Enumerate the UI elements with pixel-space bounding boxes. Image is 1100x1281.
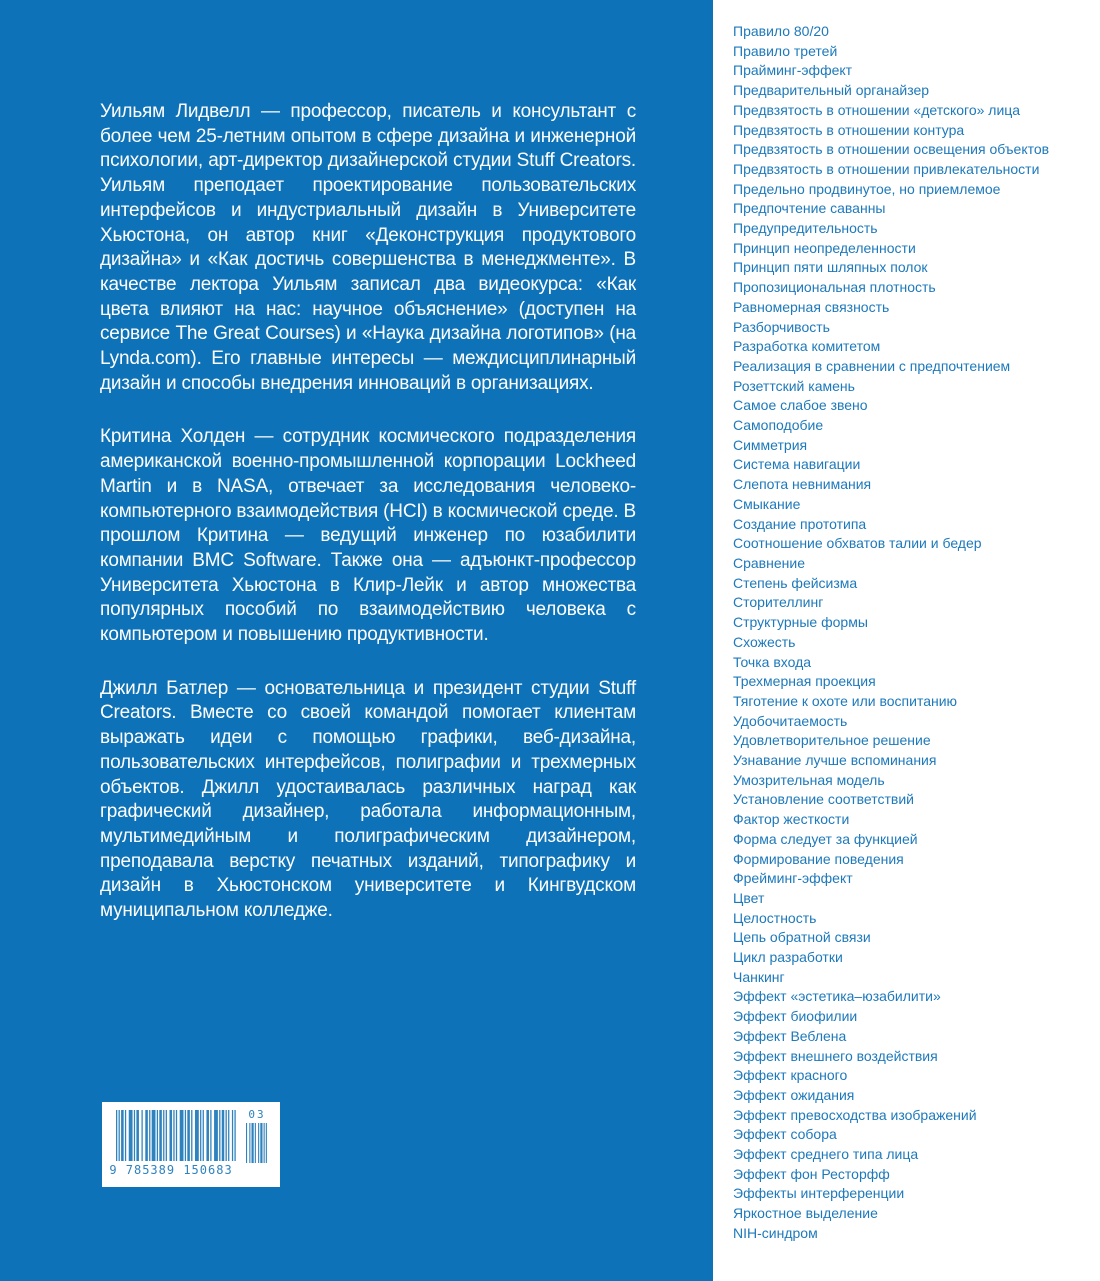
index-term: Структурные формы	[733, 614, 868, 631]
author-bios	[100, 100, 636, 953]
index-term: Точка входа	[733, 653, 812, 670]
bio-paragraph: Уильям Лидвелл — профессор, писатель и консультант с более чем 25-летним опытом в сфере дизайна и инженерной психологии, арт-директор дизайнерской студии Stuff Creators. Уильям преподает проектирование пользовательских интерфейсов и индустриальный дизайн в Университете Хьюстона, он автор книг «Деконструкция продуктового дизайна» и «Как достичь совершенства в менеджменте». В качестве лектора Уильям записал два видеокурса: «Как цвета влияют на нас: научное объяснение» (доступен на сервисе The Great Courses) и «Наука дизайна логотипов» (на Lynda.com). Его главные интересы — междисциплинарный дизайн и способы внедрения инноваций в организациях.	[100, 101, 636, 394]
index-term: Эффект среднего типа лица	[733, 1146, 919, 1163]
index-term: Эффект биофилии	[733, 1008, 858, 1025]
index-term: Тяготение к охоте или воспитанию	[733, 692, 958, 709]
index-term-list	[713, 0, 1100, 1244]
index-term: Эффект ожидания	[733, 1086, 855, 1103]
bio-paragraph: Критина Холден — сотрудник космического подразделения американской военно-промышленной корпорации Lockheed Martin и в NASA, отвечает за исследования человеко-компьютерного взаимодействия (HCI) в космической среде. В прошлом Критина — ведущий инженер по юзабилити компании BMC Software. Также она — адъюнкт-профессор Университета Хьюстона в Клир-Лейк и автор множества популярных пособий по взаимодействию человека с компьютером и повышению продуктивности.	[100, 426, 636, 646]
index-term: Предупредительность	[733, 220, 878, 237]
index-term: Эффекты интерференции	[733, 1185, 905, 1202]
index-term: Трехмерная проекция	[733, 673, 876, 690]
index-term: Предельно продвинутое, но приемлемое	[733, 180, 1001, 197]
index-term: Эффект красного	[733, 1067, 848, 1084]
index-term: Разборчивость	[733, 318, 830, 335]
index-term: Равномерная связность	[733, 298, 890, 315]
bio-paragraph: Джилл Батлер — основательница и президент студии Stuff Creators. Вместе со своей командой помогает клиентам выражать идеи с помощью графики, веб-дизайна, пользовательских интерфейсов, полиграфии и трехмерных объектов. Джилл удостаивалась различных наград как графический дизайнер, работала информационным, мультимедийным и полиграфическим дизайнером, преподавала верстку печатных изданий, типографику и дизайн в Хьюстонском университете и Кингвудском муниципальном колледже.	[100, 677, 636, 922]
index-term: Эффект фон Ресторфф	[733, 1165, 890, 1182]
ean13-barcode-image	[116, 1110, 237, 1161]
index-term: Создание прототипа	[733, 515, 867, 532]
index-term: Сравнение	[733, 554, 805, 571]
index-term: Узнавание лучше вспоминания	[733, 752, 937, 769]
index-term: Принцип пяти шляпных полок	[733, 259, 928, 276]
index-term: Удобочитаемость	[733, 712, 848, 729]
index-term: Цвет	[733, 889, 765, 906]
index-term: Принцип неопределенности	[733, 239, 916, 256]
index-term: Предварительный органайзер	[733, 82, 930, 99]
index-term: Эффект внешнего воздействия	[733, 1047, 938, 1064]
index-term: Эффект собора	[733, 1126, 837, 1143]
barcode	[102, 1102, 280, 1187]
index-term: NIH-синдром	[733, 1224, 818, 1241]
index-term: Целостность	[733, 909, 817, 926]
index-term: Симметрия	[733, 436, 808, 453]
index-term: Форма следует за функцией	[733, 830, 918, 847]
index-term: Чанкинг	[733, 968, 785, 985]
index-term: Умозрительная модель	[733, 771, 885, 788]
index-term: Удовлетворительное решение	[733, 732, 931, 749]
addon-barcode-image	[246, 1123, 268, 1163]
index-term: Эффект превосходства изображений	[733, 1106, 977, 1123]
barcode-addon-number: 03	[248, 1108, 266, 1121]
index-term: Предвзятость в отношении привлекательности	[733, 160, 1040, 177]
index-term: Предвзятость в отношении освещения объектов	[733, 141, 1050, 158]
index-term: Степень фейсизма	[733, 574, 858, 591]
index-term: Предвзятость в отношении контура	[733, 121, 965, 138]
index-term: Предвзятость в отношении «детского» лица	[733, 101, 1021, 118]
index-term: Схожесть	[733, 633, 796, 650]
index-term: Смыкание	[733, 495, 801, 512]
index-term: Установление соответствий	[733, 791, 914, 808]
index-term: Слепота невнимания	[733, 476, 872, 493]
index-term: Сторителлинг	[733, 594, 824, 611]
index-term: Фактор жесткости	[733, 811, 850, 828]
index-term: Цикл разработки	[733, 949, 843, 966]
index-term: Соотношение обхватов талии и бедер	[733, 535, 982, 552]
index-term: Прайминг-эффект	[733, 62, 853, 79]
index-term: Эффект Веблена	[733, 1027, 847, 1044]
index-term: Правило 80/20	[733, 23, 829, 39]
index-term: Самое слабое звено	[733, 397, 868, 414]
index-term: Самоподобие	[733, 417, 824, 434]
index-term: Яркостное выделение	[733, 1205, 878, 1222]
index-term: Пропозициональная плотность	[733, 279, 936, 296]
isbn-barcode-number: 9 785389 150683	[109, 1163, 233, 1177]
barcode-addon	[245, 1108, 269, 1163]
index-term: Цепь обратной связи	[733, 929, 871, 946]
index-term: Фрейминг-эффект	[733, 870, 853, 887]
index-column	[713, 0, 1100, 1281]
index-term: Реализация в сравнении с предпочтением	[733, 357, 1011, 374]
index-term: Эффект «эстетика–юзабилити»	[733, 988, 941, 1005]
index-term: Система навигации	[733, 456, 861, 473]
index-term: Правило третей	[733, 42, 838, 59]
index-term: Формирование поведения	[733, 850, 904, 867]
index-term: Розеттский камень	[733, 377, 855, 394]
index-term: Предпочтение саванны	[733, 200, 886, 217]
index-term: Разработка комитетом	[733, 338, 881, 355]
